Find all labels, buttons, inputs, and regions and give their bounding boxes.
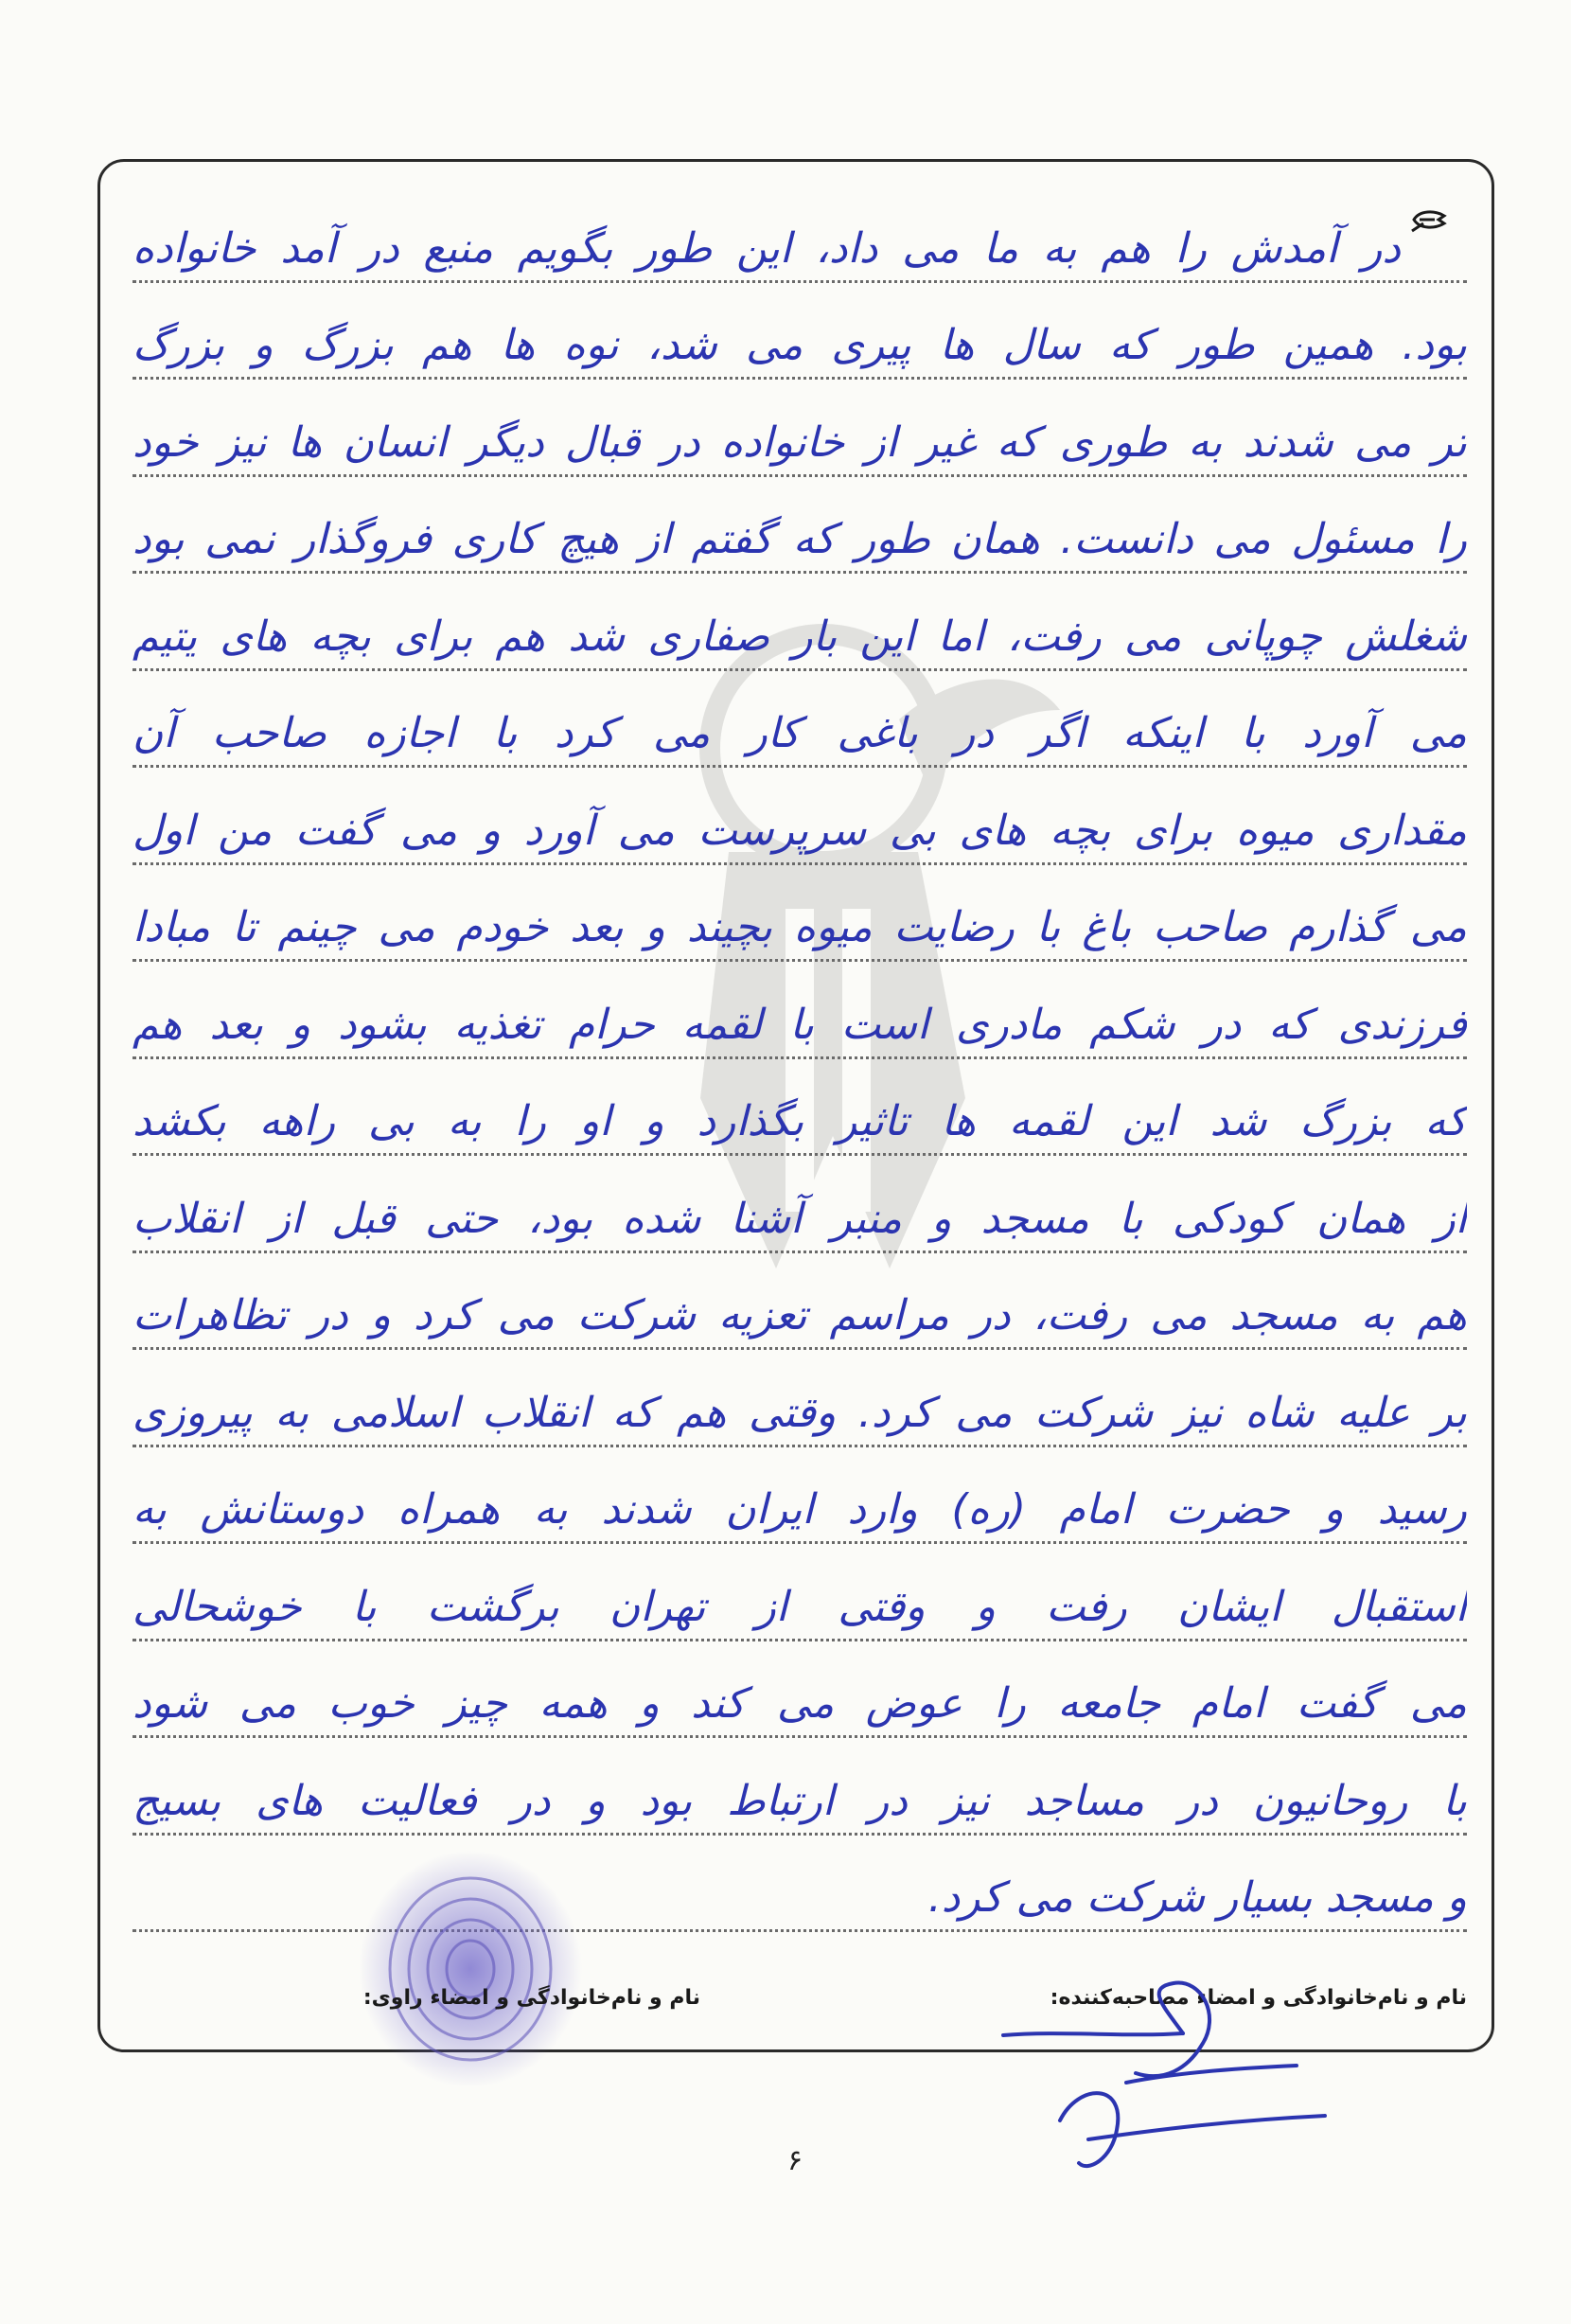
- fingerprint-stamp: [352, 1846, 589, 2092]
- line-text: در آمدش را هم به ما می داد، این طور بگویم منبع در آمد خانواده: [132, 223, 1401, 273]
- line-text: می آورد با اینکه اگر در باغی کار می کرد با اجازه صاحب آن: [132, 709, 1467, 757]
- text-line: [132, 283, 1467, 381]
- line-text: شغلش چوپانی می رفت، اما این بار صفاری شد هم برای بچه های یتیم: [132, 612, 1467, 661]
- text-line: [132, 1447, 1467, 1545]
- text-line: [132, 768, 1467, 865]
- line-text: می گذارم صاحب باغ با رضایت میوه بچیند و بعد خودم می چینم تا مبادا: [132, 903, 1467, 951]
- narrator-signature-label: نام و نام‌خانوادگی و امضاء راوی:: [362, 1986, 700, 2010]
- text-line: [132, 1156, 1467, 1253]
- line-text: بر علیه شاه نیز شرکت می کرد. وقتی هم که انقلاب اسلامی به پیروزی: [132, 1388, 1467, 1437]
- line-text: رسید و حضرت امام (ره) وارد ایران شدند به همراه دوستانش به: [132, 1485, 1467, 1534]
- text-line: [132, 1836, 1467, 1933]
- text-line: [132, 1738, 1467, 1836]
- line-text: هم به مسجد می رفت، در مراسم تعزیه شرکت می کرد و در تظاهرات: [132, 1291, 1467, 1339]
- text-line: [132, 186, 1467, 283]
- text-line: [132, 671, 1467, 769]
- line-text: از همان کودکی با مسجد و منبر آشنا شده بود، حتی قبل از انقلاب: [132, 1194, 1467, 1243]
- handwritten-signature: [984, 1978, 1363, 2177]
- text-line: [132, 1253, 1467, 1351]
- line-text: بود. همین طور که سال ها پیری می شد، نوه ها هم بزرگ و بزرگ: [132, 321, 1467, 369]
- text-line: [132, 865, 1467, 963]
- line-text: می گفت امام جامعه را عوض می کند و همه چیز خوب می شود: [132, 1679, 1467, 1728]
- text-line: [132, 1544, 1467, 1641]
- line-text: و مسجد بسیار شرکت می کرد.: [927, 1873, 1467, 1922]
- text-line: [132, 1059, 1467, 1157]
- text-line: [132, 477, 1467, 575]
- line-text: تر می شدند به طوری که غیر از خانواده در قبال دیگر انسان ها نیز خود: [132, 417, 1467, 467]
- line-text: با روحانیون در مساجد نیز در ارتباط بود و در فعالیت های بسیج: [132, 1776, 1467, 1825]
- line-text: فرزندی که در شکم مادری است با لقمه حرام تغذیه بشود و بعد هم: [132, 1000, 1467, 1049]
- text-line: [132, 1350, 1467, 1447]
- text-line: [132, 962, 1467, 1059]
- text-line: [132, 1641, 1467, 1739]
- page-number: ۶: [786, 2144, 803, 2177]
- line-text: مقداری میوه برای بچه های بی سرپرست می آورد و می گفت من اول: [132, 806, 1467, 855]
- line-text: را مسئول می دانست. همان طور که گفتم از هیچ کاری فروگذار نمی بود: [132, 515, 1467, 563]
- line-text: استقبال ایشان رفت و وقتی از تهران برگشت با خوشحالی: [132, 1582, 1467, 1631]
- interviewer-signature-label: نام و نام‌خانوادگی و امضاء مصاحبه‌کننده:: [1050, 1986, 1467, 2010]
- handwritten-text-area: [132, 186, 1467, 1932]
- text-line: [132, 380, 1467, 477]
- line-text: که بزرگ شد این لقمه ها تاثیر بگذارد و او را به بی راهه بکشد: [132, 1097, 1467, 1145]
- text-line: [132, 574, 1467, 671]
